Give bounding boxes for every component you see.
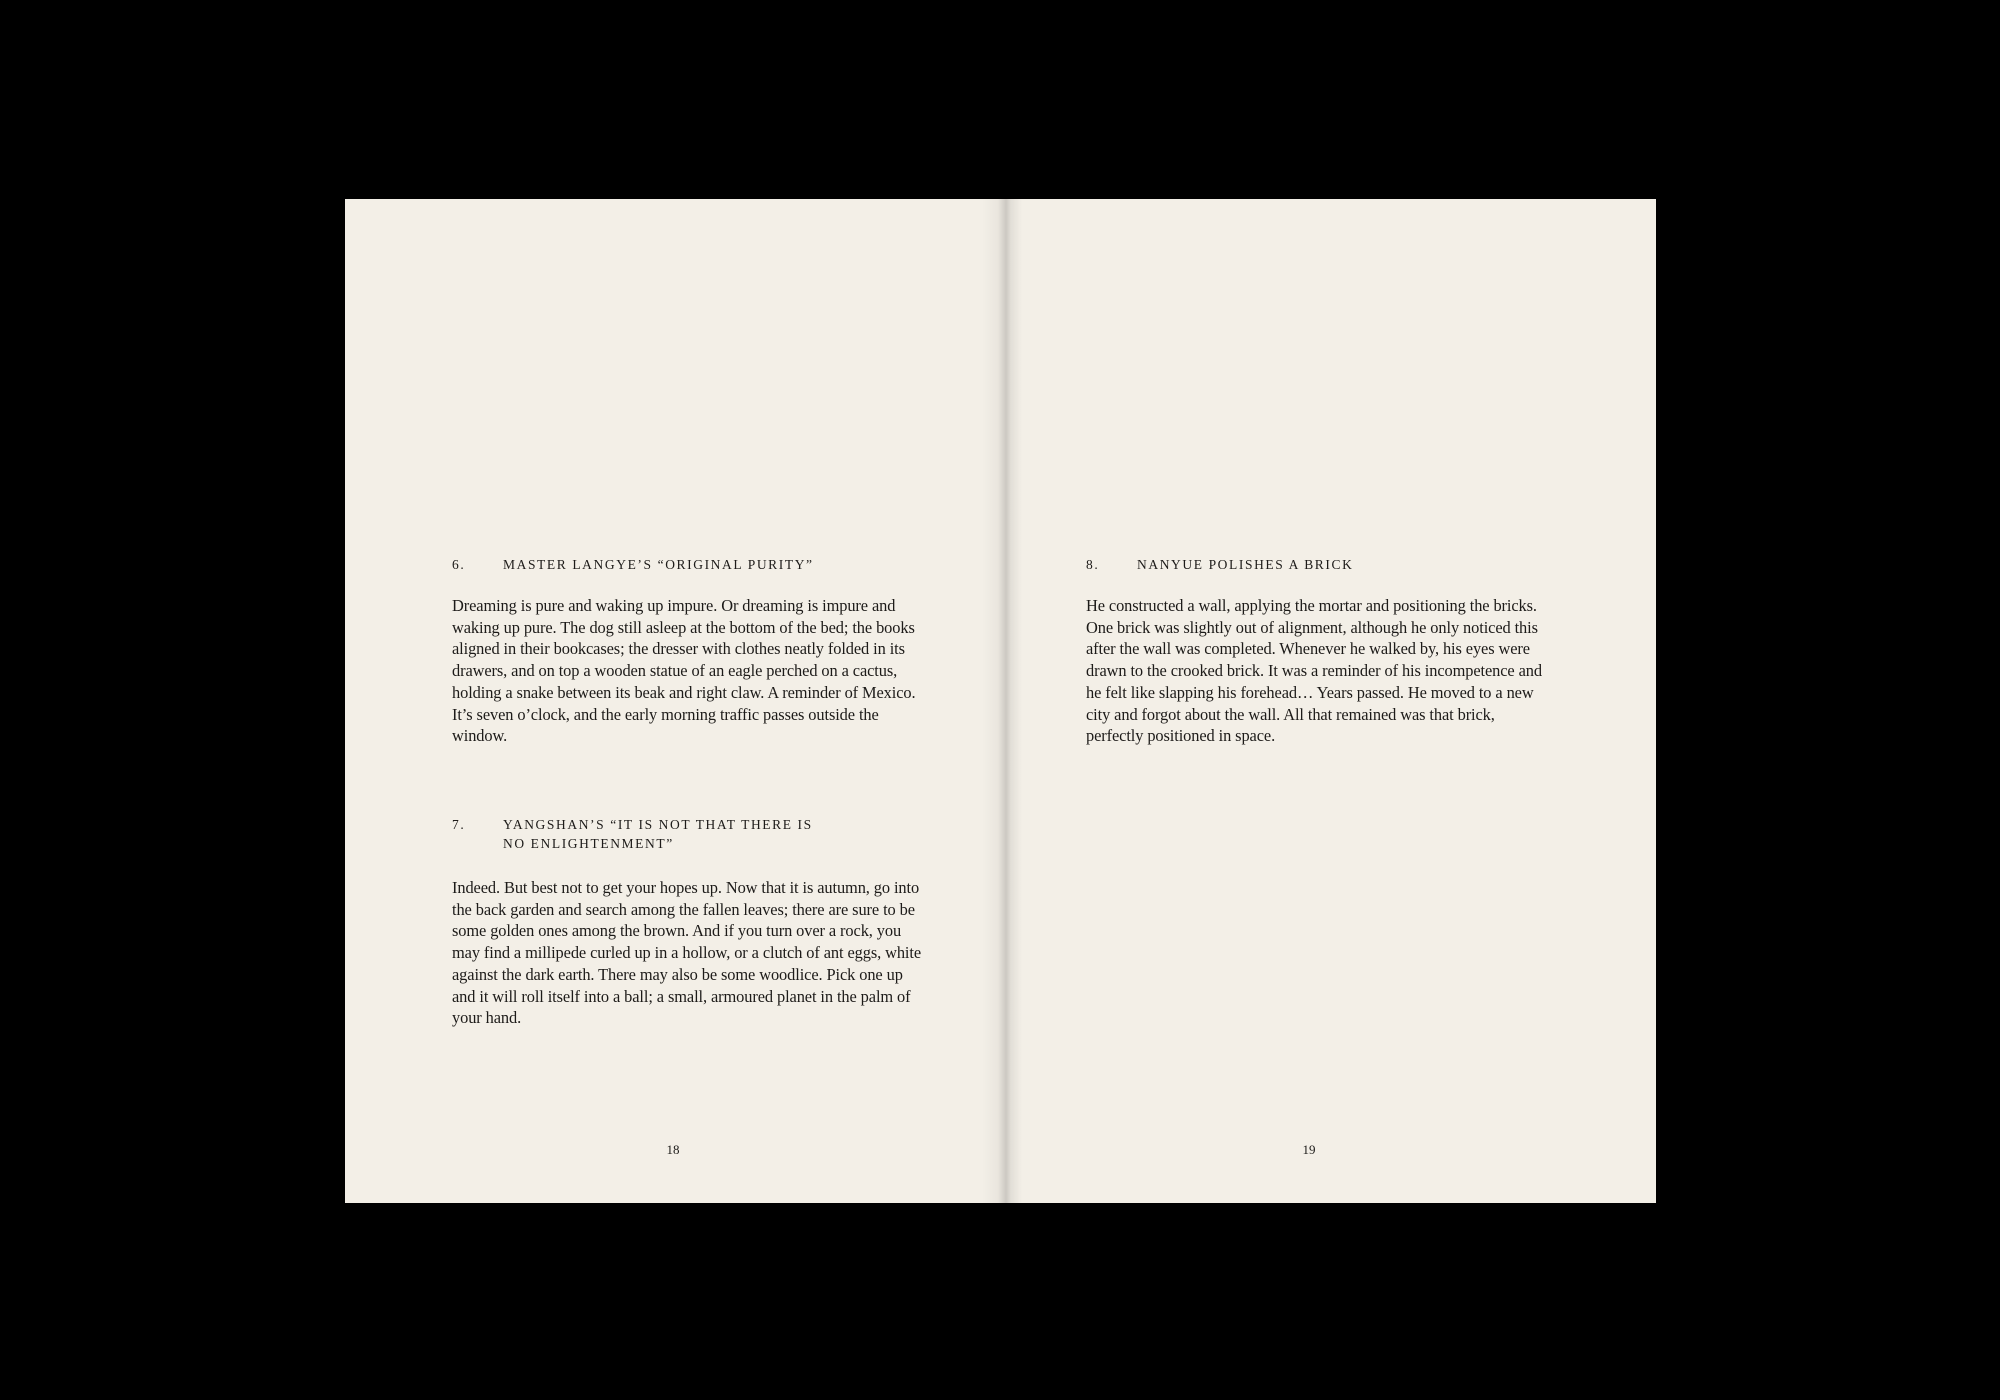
section-body: Indeed. But best not to get your hopes up. Now that it is autumn, go into the back garden and search among the fallen leaves; there are sure to be some golden ones among the brown. And if you turn over a rock, you may find a millipede curled up in a hollow, or a clutch of ant eggs, white against the dark earth. There may also be some woodlice. Pick one up and it will roll itself into a ball; a small, armoured planet in the palm of your hand. (452, 878, 922, 1028)
book-spread (345, 199, 1656, 1203)
page-number: 18 (666, 1142, 680, 1157)
section-7 (452, 815, 922, 1029)
page-number: 19 (1302, 1142, 1316, 1157)
section-title: YANGSHAN’S “IT IS NOT THAT THERE IS NO ENLIGHTENMENT” (503, 817, 813, 851)
section-8 (1086, 555, 1556, 747)
section-heading (452, 555, 922, 595)
section-title: NANYUE POLISHES A BRICK (1137, 557, 1354, 572)
section-number: 7. (452, 817, 466, 832)
left-page (345, 199, 1000, 1203)
section-body: He constructed a wall, applying the mortar and positioning the bricks. One brick was slightly out of alignment, although he only noticed this after the wall was completed. Whenever he walked by, his eyes were drawn to the crooked brick. It was a reminder of his incompetence and he felt like slapping his forehead… Years passed. He moved to a new city and forgot about the wall. All that remained was that brick, perfectly positioned in space. (1086, 596, 1542, 746)
section-number: 6. (452, 557, 466, 572)
section-heading (452, 815, 922, 877)
right-page (1000, 199, 1656, 1203)
section-title: MASTER LANGYE’S “ORIGINAL PURITY” (503, 557, 814, 572)
section-body: Dreaming is pure and waking up impure. Or dreaming is impure and waking up pure. The dog still asleep at the bottom of the bed; the books aligned in their bookcases; the dresser with clothes neatly folded in its drawers, and on top a wooden statue of an eagle perched on a cactus, holding a snake between its beak and right claw. A reminder of Mexico. It’s seven o’clock, and the early morning traffic passes outside the window. (452, 596, 916, 746)
section-number: 8. (1086, 557, 1100, 572)
section-heading (1086, 555, 1556, 595)
section-6 (452, 555, 922, 747)
